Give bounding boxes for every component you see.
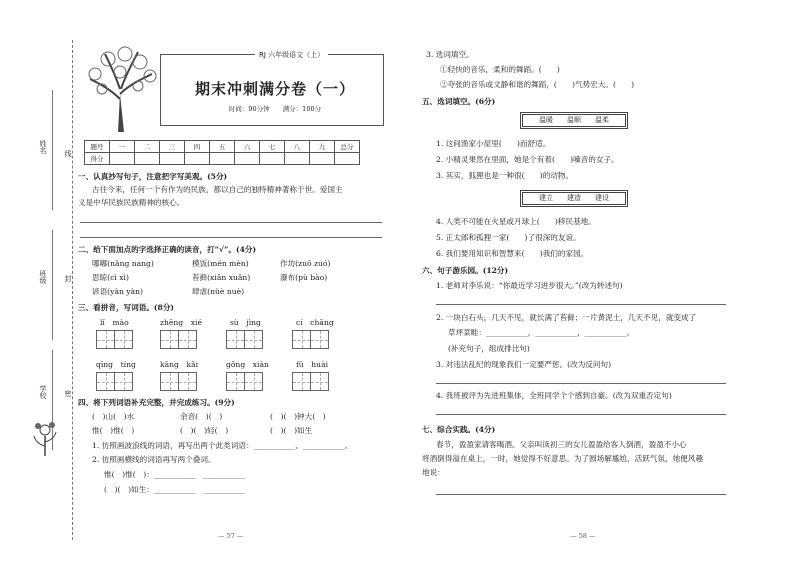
q4-sub2: 2. 仿照画横线的词语再写两个叠词。 bbox=[92, 455, 216, 464]
flower-decoration-icon bbox=[30, 418, 60, 458]
q6-answer-line[interactable] bbox=[436, 414, 726, 415]
writing-grid[interactable] bbox=[226, 330, 262, 349]
time-score-info: 时间：90分钟 满分：100分 bbox=[228, 105, 322, 113]
score-cell[interactable] bbox=[210, 153, 235, 165]
idiom-blank[interactable]: ( )山( )水 bbox=[92, 412, 135, 421]
writing-grid[interactable] bbox=[96, 330, 132, 349]
score-cell[interactable] bbox=[135, 153, 160, 165]
q7-passage-line2: 将酒倒得溢在桌上，一时，她觉得不好意思。为了圆场解尴尬，活跃气氛，她便风趣 bbox=[422, 454, 703, 463]
score-header-cell: 二 bbox=[135, 141, 160, 153]
score-header-cell: 七 bbox=[260, 141, 285, 153]
class-label: 班级 bbox=[39, 270, 47, 284]
idiom-blank[interactable]: 余音( )( ) bbox=[180, 412, 223, 421]
score-header-cell: 三 bbox=[160, 141, 185, 153]
q2-option[interactable]: 哪嘟(nǎng nang) bbox=[92, 259, 154, 268]
q4-heading: 四、将下列词语补充完整，并完成练习。(9分) bbox=[78, 398, 235, 407]
score-cell[interactable] bbox=[185, 153, 210, 165]
pinyin-label: sù jìng bbox=[230, 318, 261, 327]
q5-item[interactable]: 5. 正太郎和孤狸一家( )了很深的友谊。 bbox=[436, 233, 581, 242]
margin-char-mi: 密 bbox=[64, 390, 72, 397]
score-header-cell: 四 bbox=[185, 141, 210, 153]
page-number-left: — 57 — bbox=[218, 532, 244, 540]
binding-line bbox=[72, 40, 73, 540]
writing-grid[interactable] bbox=[160, 330, 196, 349]
grade-tag: RJ 六年级语文（上） bbox=[255, 50, 328, 60]
q6-answer-line[interactable] bbox=[436, 383, 726, 384]
q6-item2c: (补充句子，组成排比句) bbox=[448, 344, 530, 353]
idiom-blank[interactable]: 惟( )惟( ) bbox=[92, 426, 135, 435]
score-cell[interactable] bbox=[310, 153, 335, 165]
tree-illustration bbox=[80, 44, 160, 134]
q2-option[interactable]: 谚语(yàn yàn) bbox=[92, 287, 143, 296]
score-header-cell: 一 bbox=[110, 141, 135, 153]
writing-grid[interactable] bbox=[160, 372, 196, 391]
q2-option[interactable]: 瀑布(pù bào) bbox=[280, 273, 328, 282]
q7-passage-line3: 地说： bbox=[422, 468, 445, 477]
q7-answer-line[interactable] bbox=[436, 494, 726, 495]
q5-item[interactable]: 2. 小精灵果然在里面，她是个有着( )嗓音的女子。 bbox=[436, 155, 619, 164]
writing-grid[interactable] bbox=[226, 372, 262, 391]
q6-answer-line[interactable] bbox=[436, 304, 726, 305]
pinyin-label: gōng xiàn bbox=[226, 360, 269, 369]
q1-heading: 一、认真抄写句子，注意把字写美观。(5分) bbox=[78, 172, 228, 181]
writing-grid[interactable] bbox=[292, 330, 328, 349]
writing-grid[interactable] bbox=[292, 372, 328, 391]
r-q3-a[interactable]: ①轻快的音乐，柔和的舞蹈。( ) bbox=[440, 65, 560, 74]
school-label: 学校 bbox=[39, 385, 47, 399]
q5-item[interactable]: 3. 其实，狐狸也是一种很( )的动物。 bbox=[436, 171, 574, 180]
q3-heading: 三、看拼音，写词语。(8分) bbox=[78, 303, 174, 312]
score-header-cell: 九 bbox=[310, 141, 335, 153]
q4-sub1[interactable]: 1. 仿照画波浪线的词语，再写出两个此类词语：___________、___________。 bbox=[92, 441, 353, 450]
score-cell[interactable] bbox=[285, 153, 310, 165]
score-cell[interactable] bbox=[335, 153, 360, 165]
q1-passage-line2: 义是中华民族民族精神的核心。 bbox=[78, 198, 185, 207]
class-write-line[interactable] bbox=[52, 230, 53, 340]
pinyin-label: zhēng xié bbox=[160, 318, 202, 327]
score-header-cell: 五 bbox=[210, 141, 235, 153]
q4-sub2-a[interactable]: 惟( )惟( )：___________ ___________ bbox=[104, 470, 245, 479]
page-title: 期末冲刺满分卷（一） bbox=[194, 80, 355, 98]
score-header-cell: 总分 bbox=[335, 141, 360, 153]
score-cell[interactable] bbox=[110, 153, 135, 165]
q5-item[interactable]: 4. 人类不可能在火星或月球上( )移民基地。 bbox=[436, 217, 596, 226]
q6-item2b[interactable]: 草坪菜畦：___________，___________，___________。 bbox=[448, 328, 635, 337]
r-q3-b[interactable]: ②夸张的音乐或文静和谐的舞蹈，( )气势宏大。( ) bbox=[440, 80, 635, 89]
score-header-cell: 六 bbox=[235, 141, 260, 153]
q6-item2a: 2. 一块白石头，几天不见，就长满了苔藓；一片黄泥土，几天不见，就变成了 bbox=[436, 313, 697, 322]
idiom-blank[interactable]: ( )( )如生 bbox=[270, 426, 313, 435]
q6-item4: 4. 我班被评为先进班集体，全班同学个个感到自豪。(改为双重否定句) bbox=[436, 391, 672, 400]
q2-option[interactable]: 思晾(cì xì) bbox=[92, 273, 129, 282]
q2-option[interactable]: 苔藓(xiǎn xuǎn) bbox=[192, 273, 251, 282]
q7-passage-line1: 春节，盈盈家请客喝酒。父亲叫读初三的女儿盈盈给客人倒酒，盈盈不小心 bbox=[436, 440, 687, 449]
q2-option[interactable]: 肆虐(nüè nuè) bbox=[192, 287, 245, 296]
margin-char-xian: 线 bbox=[64, 150, 72, 157]
pinyin-label: qīng tíng bbox=[96, 360, 136, 369]
idiom-blank[interactable]: ( )( )轻( ) bbox=[180, 426, 229, 435]
pinyin-label: cí chāng bbox=[296, 318, 334, 327]
idiom-blank[interactable]: ( )( )钟大( ) bbox=[270, 412, 326, 421]
q1-answer-line[interactable] bbox=[80, 222, 382, 223]
page-number-right: — 58 — bbox=[570, 532, 596, 540]
q2-option[interactable]: 作坊(zuō zuó) bbox=[280, 259, 331, 268]
score-header-cell: 题号 bbox=[85, 141, 110, 153]
q2-option[interactable]: 模饭(mén mèn) bbox=[192, 259, 249, 268]
q5-item[interactable]: 1. 这间渔家小屋里( )而舒适。 bbox=[436, 139, 551, 148]
writing-grid[interactable] bbox=[96, 372, 132, 391]
q6-item1: 1. 老师对李乐说：“你最近学习进步很大。”(改为转述句) bbox=[436, 281, 623, 290]
name-write-line[interactable] bbox=[52, 90, 53, 210]
q1-answer-line[interactable] bbox=[80, 237, 382, 238]
score-row-label: 得分 bbox=[85, 153, 110, 165]
q6-item3: 3. 对违法乱纪的现象我们一定要严惩。(改为反问句) bbox=[436, 360, 612, 369]
pinyin-label: fǔ huài bbox=[296, 360, 329, 369]
q6-heading: 六、句子游乐园。(12分) bbox=[422, 266, 509, 275]
pinyin-label: lǐ mào bbox=[100, 318, 129, 327]
q5-word-box-2: 建立 建造 建设 bbox=[522, 192, 626, 205]
r-q3-label: 3. 选词填空。 bbox=[426, 50, 474, 59]
q7-heading: 七、综合实践。(4分) bbox=[422, 425, 496, 434]
score-cell[interactable] bbox=[160, 153, 185, 165]
q1-passage-line1: 古往今来，任何一个有作为的民族，都以自己的独特精神著称于世。爱国主 bbox=[92, 185, 343, 194]
pinyin-label: kāng kǎi bbox=[160, 360, 199, 369]
score-cell[interactable] bbox=[260, 153, 285, 165]
q5-heading: 五、选词填空。(6分) bbox=[422, 97, 496, 106]
q5-item[interactable]: 6. 我们要用知识和智慧来( )我们的家园。 bbox=[436, 249, 589, 258]
q2-heading: 二、给下面加点的字选择正确的读音，打“√”。(4分) bbox=[78, 245, 257, 254]
margin-char-feng: 封 bbox=[64, 275, 72, 282]
score-cell[interactable] bbox=[235, 153, 260, 165]
name-label: 姓名 bbox=[39, 140, 47, 154]
score-header-cell: 八 bbox=[285, 141, 310, 153]
q5-word-box-1: 温暖 温顺 温柔 bbox=[522, 114, 626, 127]
score-table bbox=[84, 140, 360, 165]
q4-sub2-b[interactable]: ( )( )如生：___________ ___________ bbox=[104, 485, 245, 494]
